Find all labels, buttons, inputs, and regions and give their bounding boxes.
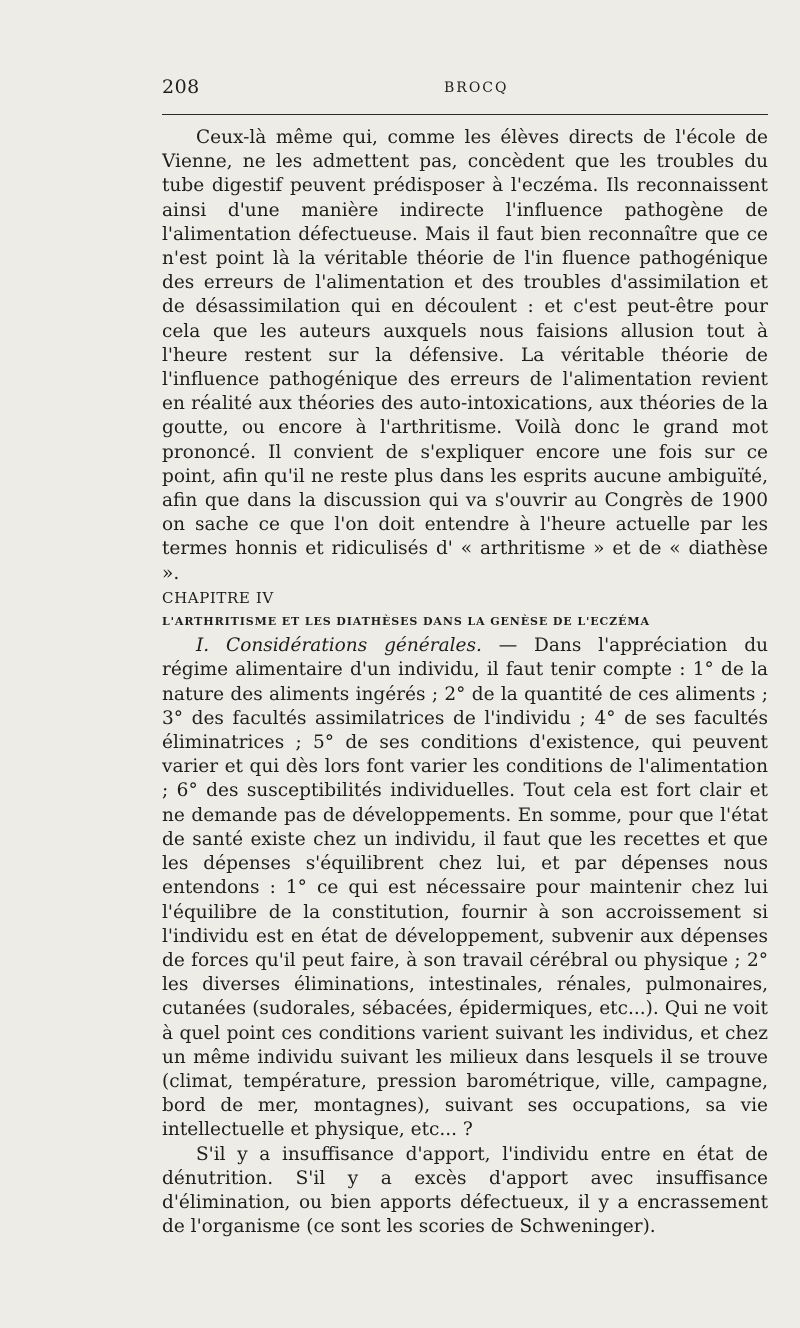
section-paragraph <box>162 634 768 1142</box>
page-number: 208 <box>162 76 200 98</box>
paragraph: S'il y a insuffisance d'apport, l'individu entre en état de dénutrition. S'il y a excès d'apport avec insuffisance d'élimination, ou bien apports défectueux, il y a encrassement de l'organisme (ce sont les scories de Schweninger). <box>162 1143 768 1238</box>
header-rule <box>162 114 768 115</box>
section-text: — Dans l'appréciation du régime alimentaire d'un individu, il faut tenir compte : 1° de la nature des aliments ingérés ; 2° de la quantité de ces aliments ; 3° des facultés assimilatrices de l'individu ; 4° de ses facultés éliminatrices ; 5° de ses conditions d'existence, qui peuvent varier et qui dès lors font varier les conditions de l'alimentation ; 6° des susceptibilités individuelles. Tout cela est fort clair et ne demande pas de développements. En somme, pour que l'état de santé existe chez un individu, il faut que les recettes et que les dépenses s'équilibrent chez lui, et par dépenses nous entendons : 1° ce qui est nécessaire pour maintenir chez lui l'équilibre de la constitution, fournir à son accroissement si l'individu est en état de développement, subvenir aux dépenses de forces qu'il peut faire, à son travail cérébral ou physique ; 2° les diverses éliminations, intestinales, rénales, pulmonaires, cutanées (sudorales, sébacées, épidermiques, etc...). Qui ne voit à quel point ces conditions varient suivant les individus, et chez un même individu suivant les milieux dans lesquels il se trouve (climat, température, pression barométrique, ville, campagne, bord de mer, montagnes), suivant ses occupations, sa vie intellectuelle et physique, etc... ? <box>162 635 768 1141</box>
page-header <box>162 76 768 106</box>
paragraph: Ceux-là même qui, comme les élèves directs de l'école de Vienne, ne les admettent pas, concèdent que les troubles du tube digestif peuvent prédisposer à l'eczéma. Ils reconnaissent ainsi d'une manière indirecte l'influence pathogène de l'alimentation défectueuse. Mais il faut bien reconnaître que ce n'est point là la véritable théorie de l'in fluence pathogénique des erreurs de l'alimentation et des troubles d'assimilation et de désassimilation qui en découlent : et c'est peut-être pour cela que les auteurs auxquels nous faisions allusion tout à l'heure restent sur la défensive. La véritable théorie de l'influence pathogénique des erreurs de l'alimentation revient en réalité aux théories des auto-intoxications, aux théories de la goutte, ou encore à l'arthritisme. Voilà donc le grand mot prononcé. Il convient de s'expliquer encore une fois sur ce point, afin qu'il ne reste plus dans les esprits aucune ambiguïté, afin que dans la discussion qui va s'ouvrir au Congrès de 1900 on sache ce que l'on doit entendre à l'heure actuelle par les termes honnis et ridiculisés d' « arthritisme » et de « diathèse ». <box>162 127 768 584</box>
chapter-title: CHAPITRE IV <box>162 588 274 607</box>
body-text <box>162 126 768 1239</box>
section-heading: I. Considérations générales. <box>196 635 482 657</box>
running-head: BROCQ <box>444 80 509 96</box>
chapter-subtitle: L'ARTHRITISME ET LES DIATHÈSES DANS LA GENÈSE DE L'ECZÉMA <box>162 615 650 629</box>
